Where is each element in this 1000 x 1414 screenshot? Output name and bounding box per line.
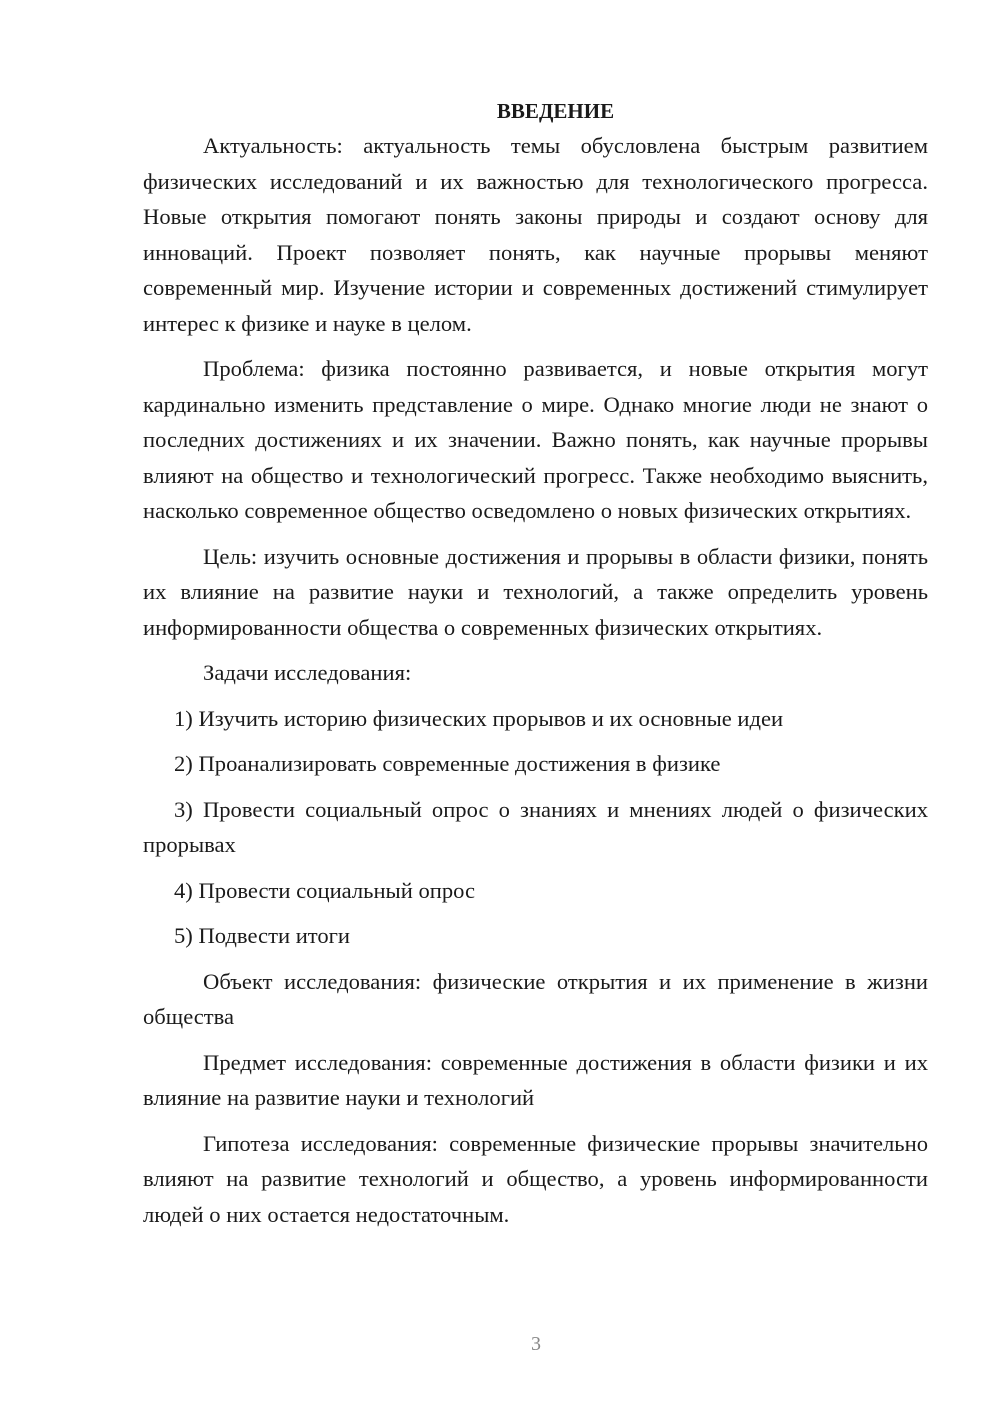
paragraph-problem: Проблема: физика постоянно развивается, и новые открытия могут кардинально изменить представление о мире. Однако многие люди не знают о последних достижениях и их значении. Важно понять, как научные прорывы влияют на общество и технологический прогресс. Также необходимо выяснить, насколько современное общество осведомлено о новых физических открытиях. [143,356,928,523]
paragraph-object: Объект исследования: физические открытия и их применение в жизни общества [143,968,928,1029]
document-page [143,94,928,1232]
paragraph-subject: Предмет исследования: современные достижения в области физики и их влияние на развитие науки и технологий [143,1049,928,1110]
task-item: 4) Провести социальный опрос [174,877,476,903]
paragraph-relevance: Актуальность: актуальность темы обусловлена быстрым развитием физических исследований и их важностью для технологического прогресса. Новые открытия помогают понять законы природы и создают основу для инноваций. Проект позволяет понять, как научные прорывы меняют современный мир. Изучение истории и современных достижений стимулирует интерес к физике и науке в целом. [143,133,928,336]
task-item: 3) Провести социальный опрос о знаниях и мнениях людей о физических прорывах [143,796,928,857]
page-number: 3 [531,1333,541,1355]
task-item: 2) Проанализировать современные достижения в физике [174,751,721,776]
tasks-heading: Задачи исследования: [203,660,412,685]
task-item: 1) Изучить историю физических прорывов и их основные идеи [174,705,784,731]
section-title: ВВЕДЕНИЕ [496,99,615,123]
task-item: 5) Подвести итоги [174,923,351,948]
paragraph-hypothesis: Гипотеза исследования: современные физические прорывы значительно влияют на развитие технологий и общество, а уровень информированности людей о них остается недостаточным. [143,1130,928,1227]
paragraph-goal: Цель: изучить основные достижения и прорывы в области физики, понять их влияние на развитие науки и технологий, а также определить уровень информированности общества о современных физических открытиях. [143,543,928,640]
